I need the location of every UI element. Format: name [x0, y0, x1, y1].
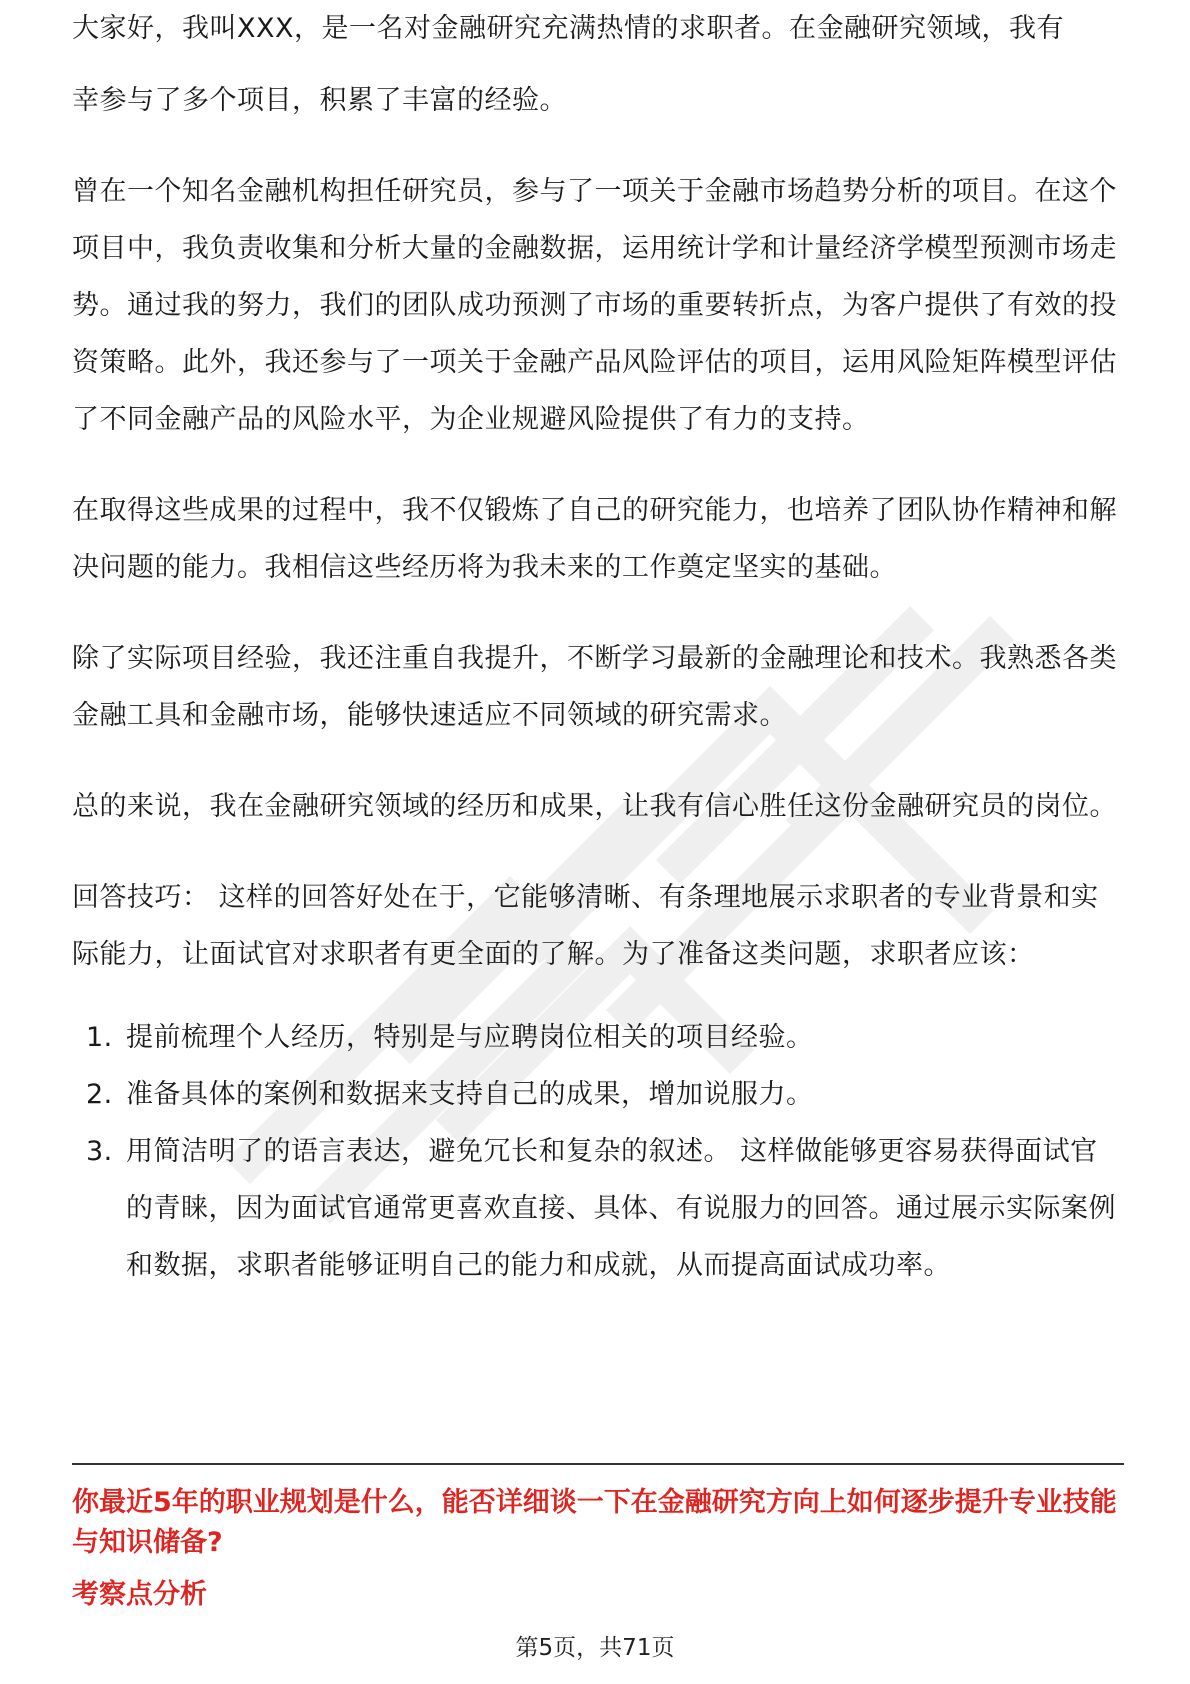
list-item-text: 用简洁明了的语言表达，避免冗长和复杂的叙述。 这样做能够更容易获得面试官的青睐，因为面试官通常更喜欢直接、具体、有说服力的回答。通过展示实际案例和数据，求职者能够证明自己的能力和成就，从而提高面试成功率。 [126, 1136, 1116, 1281]
list-number: 1. [86, 1022, 113, 1053]
section-divider [72, 1463, 1124, 1465]
paragraph-self-improvement: 除了实际项目经验，我还注重自我提升，不断学习最新的金融理论和技术。我熟悉各类金融工具和金融市场，能够快速适应不同领域的研究需求。 [72, 643, 1117, 731]
list-number: 3. [86, 1136, 113, 1167]
paragraph-continuation: 幸参与了多个项目，积累了丰富的经验。 [72, 85, 567, 116]
cut-off-line [72, 13, 1124, 56]
tips-list [72, 1009, 1124, 1294]
list-number: 2. [86, 1079, 113, 1110]
paragraph-experience: 曾在一个知名金融机构担任研究员，参与了一项关于金融市场趋势分析的项目。在这个项目中，我负责收集和分析大量的金融数据，运用统计学和计量经济学模型预测市场走势。通过我的努力，我们的团队成功预测了市场的重要转折点，为客户提供了有效的投资策略。此外，我还参与了一项关于金融产品风险评估的项目，运用风险矩阵模型评估了不同金融产品的风险水平，为企业规避风险提供了有力的支持。 [72, 176, 1117, 435]
list-item [72, 1066, 1124, 1123]
paragraph-achievements: 在取得这些成果的过程中，我不仅锻炼了自己的研究能力，也培养了团队协作精神和解决问题的能力。我相信这些经历将为我未来的工作奠定坚实的基础。 [72, 495, 1117, 583]
list-item [72, 1123, 1124, 1294]
list-item-text: 准备具体的案例和数据来支持自己的成果，增加说服力。 [126, 1079, 814, 1110]
list-item-text: 提前梳理个人经历，特别是与应聘岗位相关的项目经验。 [126, 1022, 814, 1053]
next-question-heading: 你最近5年的职业规划是什么，能否详细谈一下在金融研究方向上如何逐步提升专业技能与知识储备? [72, 1487, 1117, 1558]
paragraph-summary: 总的来说，我在金融研究领域的经历和成果，让我有信心胜任这份金融研究员的岗位。 [72, 791, 1117, 822]
body-content [72, 72, 1124, 1294]
cut-off-text: 大家好，我叫XXX，是一名对金融研究充满热情的求职者。在金融研究领域，我有 [72, 13, 1064, 44]
list-item [72, 1009, 1124, 1066]
paragraph-answer-tips: 回答技巧： 这样的回答好处在于，它能够清晰、有条理地展示求职者的专业背景和实际能力，让面试官对求职者有更全面的了解。为了准备这类问题，求职者应该： [72, 882, 1099, 970]
analysis-heading: 考察点分析 [72, 1579, 207, 1610]
page-number-footer: 第5页，共71页 [515, 1635, 675, 1661]
